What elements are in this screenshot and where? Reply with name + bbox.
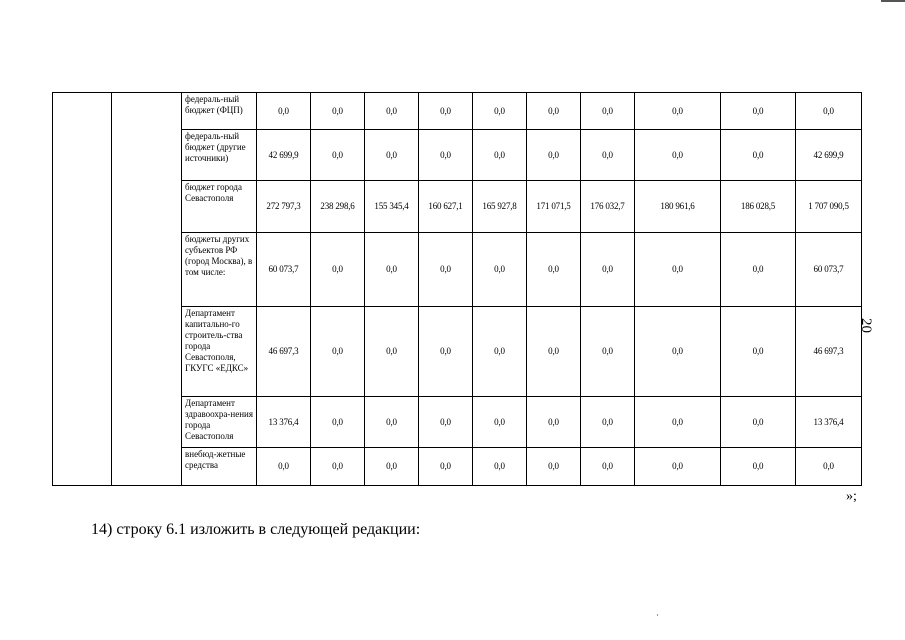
value-cell: 1 707 090,5: [796, 181, 862, 233]
value-cell: 0,0: [796, 448, 862, 486]
value-cell: 0,0: [527, 397, 581, 448]
value-cell: 0,0: [473, 397, 527, 448]
value-cell: 0,0: [311, 93, 365, 130]
value-cell: 0,0: [419, 397, 473, 448]
budget-funding-table: [52, 92, 862, 486]
value-cell: 238 298,6: [311, 181, 365, 233]
funding-source-cell: внебюд-жетные средства: [182, 448, 257, 486]
value-cell: 0,0: [257, 448, 311, 486]
value-cell: 0,0: [635, 233, 721, 307]
value-cell: 272 797,3: [257, 181, 311, 233]
value-cell: 42 699,9: [796, 130, 862, 181]
value-cell: 46 697,3: [257, 307, 311, 397]
scan-speck: [657, 614, 658, 616]
funding-source-cell: бюджеты других субъектов РФ (город Москва), в том числе:: [182, 233, 257, 307]
value-cell: 0,0: [419, 93, 473, 130]
value-cell: 0,0: [311, 130, 365, 181]
value-cell: 0,0: [581, 93, 635, 130]
value-cell: 0,0: [581, 233, 635, 307]
value-cell: 0,0: [581, 130, 635, 181]
value-cell: 180 961,6: [635, 181, 721, 233]
indicator-cell: [112, 93, 182, 486]
value-cell: 0,0: [419, 448, 473, 486]
page-number: 20: [858, 318, 874, 333]
value-cell: 0,0: [527, 307, 581, 397]
value-cell: 0,0: [419, 130, 473, 181]
value-cell: 60 073,7: [257, 233, 311, 307]
value-cell: 0,0: [419, 233, 473, 307]
value-cell: 13 376,4: [796, 397, 862, 448]
value-cell: 0,0: [365, 233, 419, 307]
value-cell: 0,0: [721, 130, 796, 181]
funding-source-cell: Департамент здравоохра-нения города Севастополя: [182, 397, 257, 448]
top-edge-rule: [881, 0, 905, 2]
table-row: [53, 93, 862, 130]
value-cell: 0,0: [527, 448, 581, 486]
row-number-cell: [53, 93, 112, 486]
value-cell: 0,0: [581, 448, 635, 486]
value-cell: 0,0: [635, 397, 721, 448]
value-cell: 0,0: [721, 397, 796, 448]
value-cell: 171 071,5: [527, 181, 581, 233]
funding-source-cell: федераль-ный бюджет (ФЦП): [182, 93, 257, 130]
value-cell: 0,0: [311, 448, 365, 486]
value-cell: 60 073,7: [796, 233, 862, 307]
value-cell: 0,0: [419, 307, 473, 397]
value-cell: 46 697,3: [796, 307, 862, 397]
value-cell: 0,0: [527, 233, 581, 307]
value-cell: 0,0: [257, 93, 311, 130]
closing-quote: »;: [846, 489, 857, 504]
value-cell: 160 627,1: [419, 181, 473, 233]
value-cell: 0,0: [527, 130, 581, 181]
value-cell: 13 376,4: [257, 397, 311, 448]
value-cell: 176 032,7: [581, 181, 635, 233]
value-cell: 0,0: [365, 397, 419, 448]
value-cell: 0,0: [721, 93, 796, 130]
value-cell: 0,0: [635, 130, 721, 181]
value-cell: 0,0: [635, 93, 721, 130]
value-cell: 0,0: [473, 307, 527, 397]
value-cell: 0,0: [473, 448, 527, 486]
value-cell: 42 699,9: [257, 130, 311, 181]
amendment-instruction: 14) строку 6.1 изложить в следующей редакции:: [91, 521, 421, 538]
value-cell: 0,0: [721, 307, 796, 397]
value-cell: 0,0: [635, 307, 721, 397]
value-cell: 0,0: [365, 93, 419, 130]
value-cell: 0,0: [365, 307, 419, 397]
value-cell: 0,0: [721, 448, 796, 486]
value-cell: 0,0: [311, 397, 365, 448]
value-cell: 0,0: [311, 307, 365, 397]
value-cell: 0,0: [473, 93, 527, 130]
value-cell: 0,0: [473, 233, 527, 307]
value-cell: 186 028,5: [721, 181, 796, 233]
value-cell: 0,0: [365, 448, 419, 486]
value-cell: 165 927,8: [473, 181, 527, 233]
funding-source-cell: Департамент капитально-го строитель-ства города Севастополя, ГКУГС «ЕДКС»: [182, 307, 257, 397]
funding-source-cell: бюджет города Севастополя: [182, 181, 257, 233]
value-cell: 0,0: [581, 307, 635, 397]
value-cell: 0,0: [365, 130, 419, 181]
value-cell: 0,0: [473, 130, 527, 181]
value-cell: 0,0: [311, 233, 365, 307]
value-cell: 155 345,4: [365, 181, 419, 233]
value-cell: 0,0: [635, 448, 721, 486]
value-cell: 0,0: [581, 397, 635, 448]
value-cell: 0,0: [796, 93, 862, 130]
value-cell: 0,0: [527, 93, 581, 130]
funding-source-cell: федераль-ный бюджет (другие источники): [182, 130, 257, 181]
value-cell: 0,0: [721, 233, 796, 307]
